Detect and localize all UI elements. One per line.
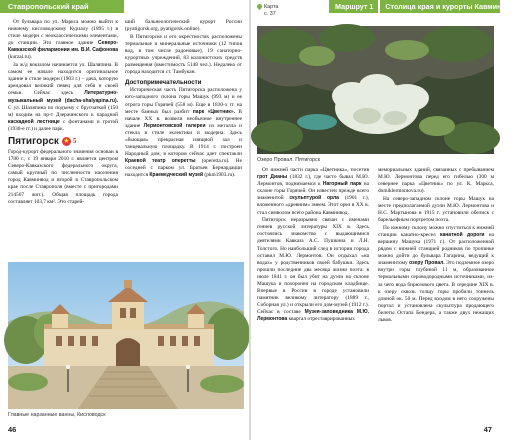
- right-page: [251, 0, 515, 440]
- paragraph: По южному склону можно спуститься к нижней станции канатно-кресел канатной дороги на вершину Машука (1971 г.). От расположенной рядом с нижней станцией родников по тропинке можно дойти до бульвара Гагарина, ведущий к знаменитому озеру Провал. Это подземное озеро внутри горы глубиной 11 м, образованное термальными сероводородными источниками, из-за чего вода бирюзового цвета. В середине XIX в. к озеру сквозь толщу горы пробили тоннель длиной ок. 50 м. Перед входом в него сооружены портал и установлена скульптура продающего билеты Остапа Бендера, а также двух нежащих львов.: [378, 224, 494, 323]
- left-column-2: [125, 19, 242, 180]
- page-number: 46: [8, 425, 17, 434]
- paragraph: От бульвара по ул. Марксa можно выйти к нижнему кисловодскому Курзалу (1895 г.) в стиле модерн с неоклассическими элементами, до станции. Это главное здание Северо-Кавказской филармонии им. В.И. Сафонова (kurzal.ru).: [8, 19, 119, 61]
- right-column-2: [378, 167, 494, 324]
- photo-caption: Главные нарзанные ванны, Кисловодск: [8, 412, 106, 418]
- city-heading: [8, 135, 118, 148]
- paragraph: Историческая часть Пятигорска расположена у юго-западного склона горы Машук (993 м) и ее отрога горы Горячей (558 м). Еще в 1830-х гг. на месте банных был разбит парк «Цветник». В начале XX в. возвели необычное внутреннее здание Лермонтовской галереи из металла и стекла в стиле эклектики и модерна. Здесь «бьющая» прекрасная изящной зал и танцевальную площадку. В 1914 г. построен Народный дом, в котором сейчас дает спектакли Краевой театр оперетты (operetta.ru). Не соседней с парком ул. Братьев Бернардацци находится Краеведческий музей (pkm1903.ru).: [125, 87, 243, 179]
- paragraph: Пятигорск неразрывно связан с именами гениев русской литературы XIX в. Здесь состоялись знакомство с выдающимися деятелями Кавказа А.С. Пушкина и Л.Н. Толстого. Но наибольший след в истории города оставил М.Ю. Лермонтов. Он отдыхал «на водах» у родственников своей бабушки. Здесь прошли последние два месяца жизни поэта: в июле 1841 г. он был убит на дуэли на склоне Машука и похоронен на городском кладбище. Впервые в России в городе установили памятник великому литератору (1889 г., Соборная ул.) и открыли его дом-музей (1912 г.). Сейчас в составе Музея-заповедника М.Ю. Лермонтова квартал отреставрированных: [257, 217, 369, 323]
- section-heading: Достопримечательности: [125, 79, 202, 87]
- paragraph: В Пятигорске и его окрестностях расположены термальные и минеральные источники (12 типов вод, в том числе радоновые), 19 санаторно-курортных учреждений, 83 колонистских средств размещения (вместимость 5148 чел.). Недалеко от города находится ст. Тамбукан.: [125, 33, 242, 76]
- paragraph: От нижней части парка «Цветника», посетив грот Дианы (1832 г.), где часто бывал М.Ю. Лермонтов, поднимаемся к Нагорный парк на склоне горы Горячей. Он известен прежде всего знаменитой скульптурой орла (1901 г.), вложенного «древним» змеем. Этот орел в XX в. стал символом всего района Кавминвод.: [257, 167, 369, 216]
- left-column-1: [8, 19, 118, 206]
- photo-caption: Озеро Провал. Пятигорск: [257, 157, 320, 163]
- proval-lake-photo: [257, 26, 494, 154]
- city-note: 5: [72, 136, 77, 145]
- right-column-1: [257, 167, 369, 324]
- star-badge-icon: [62, 137, 71, 146]
- baths-photo: [8, 262, 244, 409]
- paragraph: За ж/д вокзалом начинается ул. Шаляпина. В самом ее начале находится оригинальное здание в стиле модерн (1903 г.) – дача, которую арендовал великий певец для себя и своей семьи. Сейчас здесь Литературно-музыкальный музей (dacha-shalyapina.ru). С ул. Шаляпина по подъему с брусчаткой (150 м) входим на пр-т Дзержинского к парадной каскадной лестнице с фонтанами и гротой (1930-е гг.) и далее парк.: [8, 62, 118, 132]
- left-page: [0, 0, 249, 440]
- map-reference: Карта с. 37: [257, 4, 327, 22]
- city-title: Пятигорск: [8, 136, 59, 147]
- paragraph: Город-курорт федерального значения основан в 1780 г., с 19 января 2010 г. является центром Северо-Кавказского федерального округа, самый крупный по численности населения город Кавминвод и второй в Ставропольском крае после Ставрополя (вместе с пригородами 214567 жит.). Общая площадь города составляет 103,7 км². Это старей-: [8, 149, 118, 205]
- map-pin-icon: [256, 3, 263, 10]
- page-number: 47: [483, 425, 492, 434]
- paragraph: ший бальнеологический курорт России (pyatigorsk.org, pyatigorsk.online).: [125, 19, 242, 33]
- paragraph: мемориальных зданий, связанных с пребыванием М.Ю. Лермонтова перед его гибелью (300 м севернее парка «Цветник» по ул. К. Маркса, domiklermontova.ru).: [378, 167, 494, 195]
- divider: [378, 0, 380, 13]
- running-head: Ставропольский край: [0, 0, 124, 13]
- lake-illustration: [257, 26, 494, 154]
- baths-building-illustration: [8, 262, 244, 409]
- route-title: Столица края и курорты Кавминвод: [385, 2, 515, 11]
- paragraph: На северо-западном склоне горы Машук на месте предполагаемой дуэли М.Ю. Лермонтова и Н.С. Мартынова в 1915 г. установили обелиск с барельефным портретом поэта.: [378, 195, 494, 224]
- running-head: [329, 0, 515, 13]
- route-label: Маршрут 1: [335, 2, 374, 11]
